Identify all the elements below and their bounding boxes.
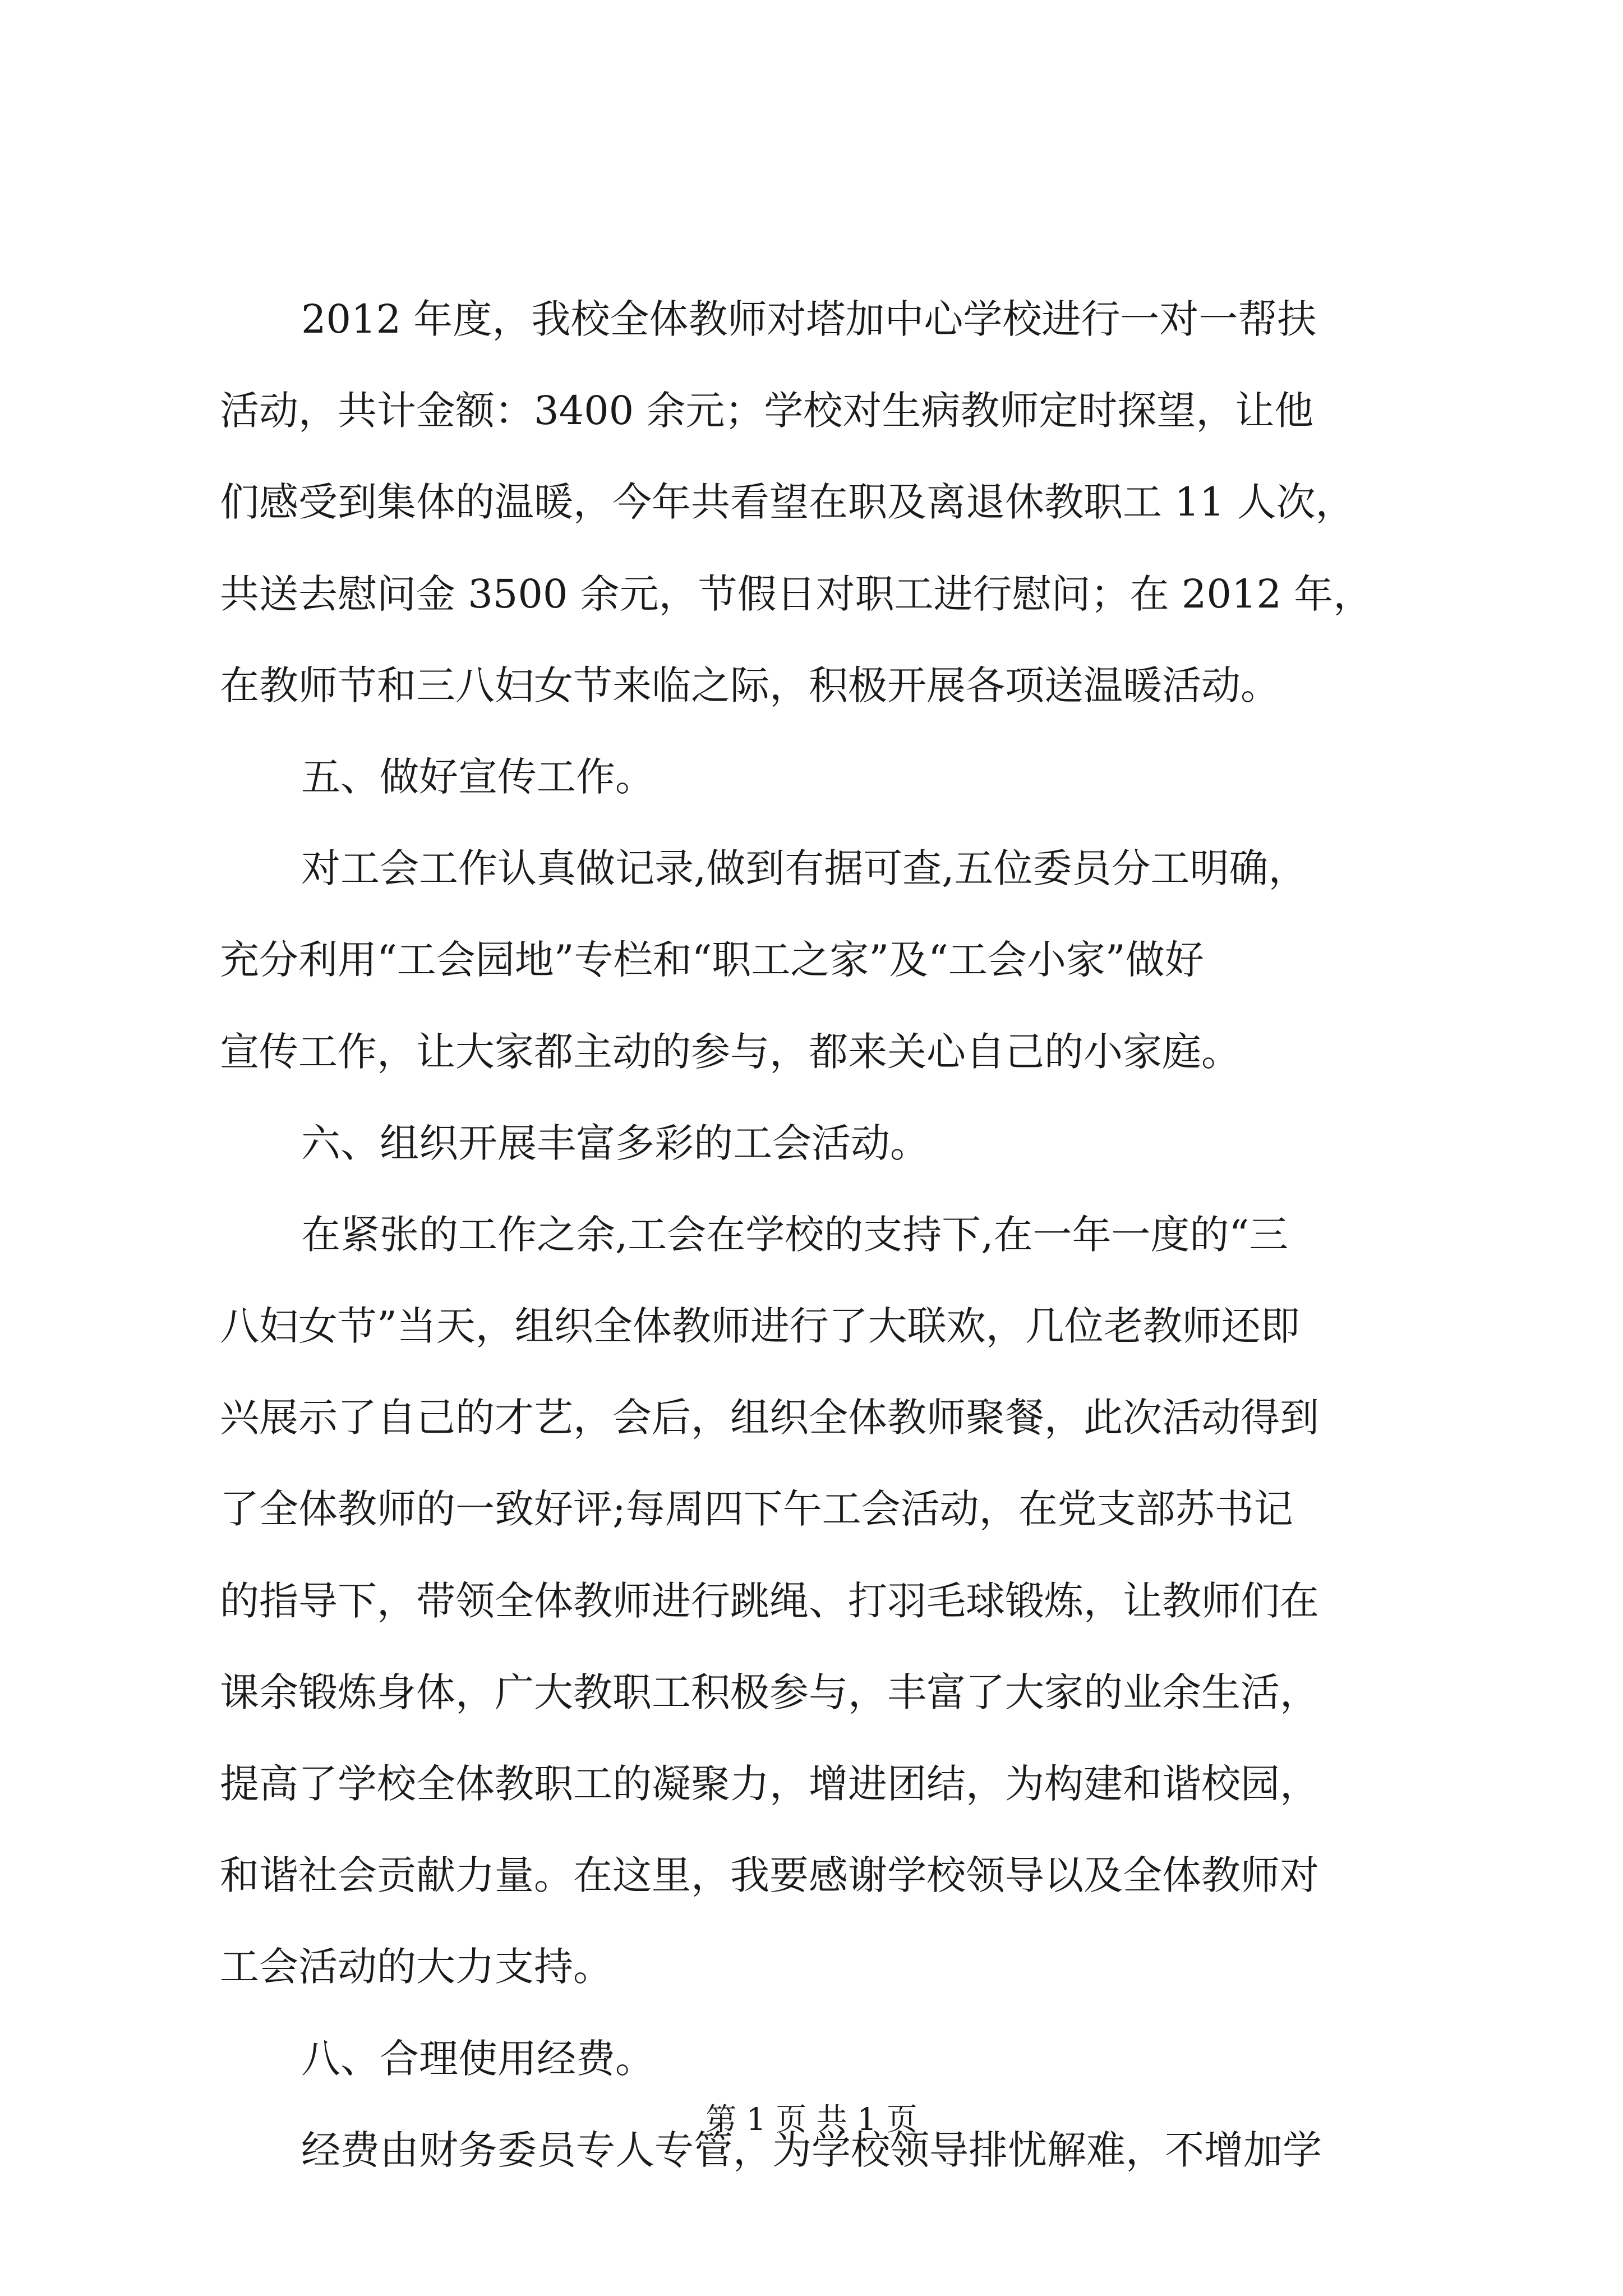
paragraph-line: 共送去慰问金 3500 余元，节假日对职工进行慰问；在 2012 年， <box>220 570 1373 617</box>
paragraph-line: 和谐社会贡献力量。在这里，我要感谢学校领导以及全体教师对 <box>220 1852 1319 1899</box>
paragraph-line: 在教师节和三八妇女节来临之际，积极开展各项送温暖活动。 <box>220 662 1280 708</box>
paragraph-line: 在紧张的工作之余,工会在学校的支持下,在一年一度的“三 <box>301 1211 1289 1258</box>
page-footer: 第 1 页 共 1 页 <box>706 2101 917 2137</box>
paragraph-line: 工会活动的大力支持。 <box>220 1944 612 1990</box>
paragraph-line: 了全体教师的一致好评;每周四下午工会活动，在党支部苏书记 <box>220 1486 1293 1533</box>
paragraph-line: 活动，共计金额：3400 余元；学校对生病教师定时探望，让他 <box>220 388 1314 434</box>
document-body <box>220 274 1440 2196</box>
section-heading: 八、合理使用经费。 <box>301 2035 654 2082</box>
paragraph-line: 经费由财务委员专人专管，为学校领导排忧解难，不增加学 <box>301 2127 1322 2173</box>
paragraph-line: 们感受到集体的温暖，今年共看望在职及离退休教职工 11 人次， <box>220 479 1355 526</box>
paragraph-line: 提高了学校全体教职工的凝聚力，增进团结，为构建和谐校园， <box>220 1761 1319 1807</box>
paragraph-line: 宣传工作，让大家都主动的参与，都来关心自己的小家庭。 <box>220 1028 1241 1075</box>
paragraph-line: 的指导下，带领全体教师进行跳绳、打羽毛球锻炼，让教师们在 <box>220 1577 1319 1624</box>
section-heading: 六、组织开展丰富多彩的工会活动。 <box>301 1120 929 1166</box>
paragraph-line: 对工会工作认真做记录,做到有据可查,五位委员分工明确， <box>301 845 1308 892</box>
paragraph-line: 2012 年度，我校全体教师对塔加中心学校进行一对一帮扶 <box>301 296 1317 342</box>
paragraph-line: 八妇女节”当天，组织全体教师进行了大联欢，几位老教师还即 <box>220 1303 1300 1350</box>
paragraph-line: 兴展示了自己的才艺，会后，组织全体教师聚餐，此次活动得到 <box>220 1395 1319 1441</box>
paragraph-line: 课余锻炼身体，广大教职工积极参与，丰富了大家的业余生活， <box>220 1669 1319 1715</box>
paragraph-line: 充分利用“工会园地”专栏和“职工之家”及“工会小家”做好 <box>220 937 1204 983</box>
section-heading: 五、做好宣传工作。 <box>301 753 654 800</box>
